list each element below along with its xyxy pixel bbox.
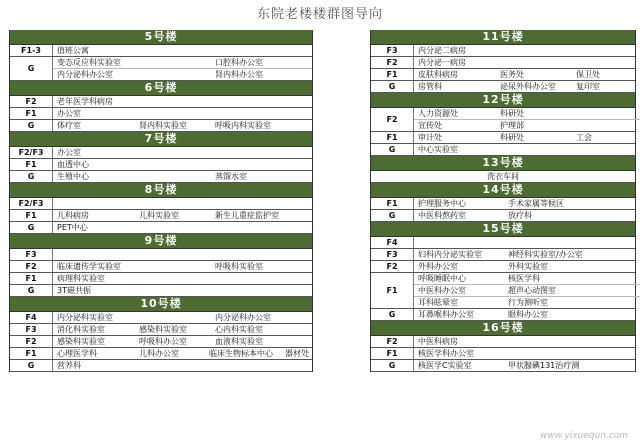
department-name: 内分泌一病房 [418, 58, 466, 67]
department-line [414, 144, 640, 155]
department-line [414, 132, 640, 143]
department-line [53, 96, 312, 107]
floor-label: F1 [10, 108, 53, 119]
department-name: 核医学C实验室 [418, 361, 472, 370]
department-name: 耳鼻喉科办公室 [418, 310, 474, 319]
floor-label: F2 [10, 261, 53, 272]
floor-label: F3 [371, 45, 414, 56]
department-name: 心内科实验室 [215, 325, 263, 334]
department-name: 蒸馏水室 [215, 172, 247, 181]
department-name: 内分泌科实验室 [57, 313, 113, 322]
floor-label: G [10, 360, 53, 371]
floor-label: F1 [10, 273, 53, 284]
floor-row [371, 81, 635, 93]
department-line [53, 57, 312, 68]
floor-label: F3 [10, 324, 53, 335]
floor-row [10, 285, 312, 297]
floor-row [10, 249, 312, 261]
department-line [53, 68, 312, 80]
floor-row [371, 273, 635, 309]
floor-label: F1-3 [10, 45, 53, 56]
department-name: 科研处 [500, 133, 524, 142]
department-name: 科研处 [500, 109, 524, 118]
department-name: 中心实验室 [418, 145, 458, 154]
department-line [53, 147, 312, 158]
department-name: 核医学科 [508, 274, 540, 283]
department-name: 审计处 [418, 133, 442, 142]
floor-row [10, 96, 312, 108]
department-name: 心理医学科 [57, 349, 97, 358]
floor-row [371, 210, 635, 222]
department-name: 耳科眩晕室 [418, 298, 458, 307]
department-name: 甲状腺碘131治疗测 [508, 361, 580, 370]
department-line [414, 108, 640, 119]
department-name: 复印室 [576, 82, 600, 91]
department-line [53, 336, 312, 347]
department-name: 办公室 [57, 109, 81, 118]
floor-label: G [371, 309, 414, 320]
department-line [53, 198, 312, 209]
floor-row [10, 210, 312, 222]
department-line [414, 81, 640, 92]
floor-row [10, 45, 312, 57]
department-line [414, 69, 640, 80]
department-name: 中医科熬药室 [418, 211, 466, 220]
department-name: 呼吸科办公室 [139, 337, 187, 346]
department-name: 超声心动图室 [508, 286, 556, 295]
floor-label: F2 [10, 96, 53, 107]
floor-label: F2 [371, 261, 414, 272]
floor-label: G [371, 81, 414, 92]
department-line [414, 348, 640, 359]
department-name: 核医学科办公室 [418, 349, 474, 358]
department-line [53, 249, 312, 260]
floor-row [371, 237, 635, 249]
department-name [57, 249, 307, 260]
department-line [53, 285, 312, 296]
department-line [414, 296, 640, 308]
department-name: 外科实验室 [508, 262, 548, 271]
department-name: 感染科实验室 [139, 325, 187, 334]
building-header: 13号楼 [371, 156, 635, 171]
department-name: 人力资源处 [418, 109, 458, 118]
floor-label: F4 [10, 312, 53, 323]
building-header: 12号楼 [371, 93, 635, 108]
floor-label: G [10, 57, 53, 80]
building-header: 14号楼 [371, 183, 635, 198]
building-header: 7号楼 [10, 132, 312, 147]
department-name: 神经科实验室/办公室 [508, 250, 583, 259]
right-building-column [370, 30, 636, 372]
floor-label: G [371, 144, 414, 155]
building-header: 8号楼 [10, 183, 312, 198]
floor-row [371, 132, 635, 144]
floor-row [371, 69, 635, 81]
floor-label: G [10, 285, 53, 296]
department-name: 内分泌二病房 [418, 46, 466, 55]
floor-label: F3 [371, 249, 414, 260]
department-name: 妇科内分泌实验室 [418, 250, 482, 259]
department-line [53, 273, 312, 284]
department-name: 血透中心 [57, 160, 89, 169]
department-name: 病理科实验室 [57, 274, 105, 283]
floor-row [371, 45, 635, 57]
floor-row [371, 360, 635, 372]
floor-label: F2 [10, 336, 53, 347]
department-name: 宣传处 [418, 121, 442, 130]
department-line [414, 45, 640, 56]
department-line [53, 324, 312, 335]
department-line [414, 237, 640, 248]
building-header: 16号楼 [371, 321, 635, 336]
floor-row [371, 261, 635, 273]
department-line [53, 210, 312, 221]
department-name: 护理服务中心 [418, 199, 466, 208]
floor-label: F2 [371, 108, 414, 131]
department-name [139, 57, 215, 68]
department-name: 放疗科 [508, 211, 532, 220]
floor-row [371, 108, 635, 132]
department-line [414, 57, 640, 68]
department-line [371, 171, 635, 182]
floor-row [10, 171, 312, 183]
department-line [414, 119, 640, 131]
page-title: 东院老楼楼群图导向 [256, 7, 383, 22]
floor-label: G [10, 222, 53, 233]
department-name: 3T磁共振 [57, 286, 91, 295]
watermark: www.yixuequn.com [540, 431, 628, 441]
floor-label: F2 [371, 336, 414, 347]
department-name: 临床生物标本中心 [209, 349, 273, 358]
department-name: 工会 [576, 133, 592, 142]
department-name: 内分泌科办公室 [215, 313, 271, 322]
department-name: 肾内科办公室 [215, 70, 263, 79]
department-name: 儿科办公室 [139, 349, 179, 358]
department-name: 洗衣车间 [487, 172, 519, 181]
floor-row [10, 159, 312, 171]
floor-label: F1 [10, 348, 53, 359]
department-name: 泌尿外科办公室 [500, 82, 556, 91]
floor-row [10, 147, 312, 159]
floor-label: G [371, 210, 414, 221]
department-name: 手术家属等候区 [508, 199, 564, 208]
floor-row [371, 171, 635, 183]
department-line [53, 120, 312, 131]
department-name [418, 237, 640, 248]
department-name: 消化科实验室 [57, 325, 105, 334]
department-line [414, 336, 640, 347]
department-name [139, 69, 215, 80]
department-name: 老年医学科病房 [57, 97, 113, 106]
building-header: 11号楼 [371, 30, 635, 45]
floor-row [371, 336, 635, 348]
department-line [414, 360, 640, 371]
department-line [414, 261, 640, 272]
department-name [139, 261, 215, 272]
building-header: 5号楼 [10, 30, 312, 45]
department-name: PET中心 [57, 223, 88, 232]
department-name: 呼吸内科实验室 [215, 121, 271, 130]
department-name [576, 120, 640, 131]
floor-row [10, 198, 312, 210]
floor-label: F1 [371, 273, 414, 308]
department-name: 护理部 [500, 121, 524, 130]
floor-row [371, 57, 635, 69]
floor-row [10, 348, 312, 360]
floor-label: G [371, 360, 414, 371]
department-name: 中医科办公室 [418, 286, 466, 295]
department-name: 变态反应科实验室 [57, 58, 121, 67]
department-name: 中医科病房 [418, 337, 458, 346]
floor-row [10, 273, 312, 285]
floor-label: F4 [371, 237, 414, 248]
department-line [414, 284, 640, 296]
floor-row [10, 57, 312, 81]
department-name: 新生儿重症监护室 [215, 211, 279, 220]
floor-label: F1 [371, 69, 414, 80]
department-name: 呼吸科实验室 [215, 262, 263, 271]
floor-row [371, 144, 635, 156]
department-name: 临床遗传学实验室 [57, 262, 121, 271]
department-name: 呼吸睡眠中心 [418, 274, 466, 283]
department-name: 生殖中心 [57, 172, 89, 181]
building-header: 10号楼 [10, 297, 312, 312]
floor-row [10, 222, 312, 234]
floor-label: F2/F3 [10, 147, 53, 158]
building-header: 9号楼 [10, 234, 312, 249]
floor-row [10, 108, 312, 120]
floor-label: F1 [10, 210, 53, 221]
department-name: 口腔科办公室 [215, 58, 263, 67]
floor-label: F2 [371, 57, 414, 68]
department-line [53, 348, 325, 359]
department-name [57, 198, 307, 209]
floor-row [10, 312, 312, 324]
building-header: 15号楼 [371, 222, 635, 237]
department-name: 体疗室 [57, 121, 81, 130]
floor-row [10, 360, 312, 372]
floor-row [10, 120, 312, 132]
department-name: 内分泌科办公室 [57, 70, 113, 79]
floor-label: F3 [10, 249, 53, 260]
department-name [139, 171, 215, 182]
department-line [53, 159, 312, 170]
department-name: 感染科实验室 [57, 337, 105, 346]
floor-label: G [10, 120, 53, 131]
department-line [53, 108, 312, 119]
department-line [414, 249, 640, 260]
floor-row [10, 336, 312, 348]
floor-row [10, 261, 312, 273]
department-name: 皮肤科病房 [418, 70, 458, 79]
department-name: 儿科实验室 [139, 211, 179, 220]
department-name [139, 312, 215, 323]
floor-label: F1 [371, 198, 414, 209]
floor-label: F1 [10, 159, 53, 170]
department-name: 器材处 [285, 349, 309, 358]
floor-row [10, 324, 312, 336]
department-line [53, 171, 312, 182]
department-name [576, 108, 640, 119]
floor-label: F1 [371, 132, 414, 143]
department-name: 医务处 [500, 70, 524, 79]
department-name: 营养科 [57, 361, 81, 370]
building-header: 6号楼 [10, 81, 312, 96]
floor-row [371, 249, 635, 261]
department-name: 行为测听室 [508, 298, 548, 307]
department-line [414, 198, 640, 209]
department-name: 肾内科实验室 [139, 121, 187, 130]
floor-label: G [10, 171, 53, 182]
department-name: 眼科办公室 [508, 310, 548, 319]
floor-row [371, 309, 635, 321]
floor-label: F2/F3 [10, 198, 53, 209]
department-line [414, 309, 640, 320]
floor-row [371, 348, 635, 360]
department-name: 办公室 [57, 148, 81, 157]
floor-label: F1 [371, 348, 414, 359]
department-name: 血液科实验室 [215, 337, 263, 346]
department-name: 保卫处 [576, 70, 600, 79]
department-name: 外科办公室 [418, 262, 458, 271]
department-line [53, 45, 312, 56]
department-line [53, 360, 312, 371]
department-line [53, 261, 312, 272]
department-line [414, 273, 640, 284]
department-line [414, 210, 640, 221]
floor-row [371, 198, 635, 210]
department-name: 房管科 [418, 82, 442, 91]
department-name: 儿科病房 [57, 211, 89, 220]
left-building-column [9, 30, 313, 372]
department-name: 值班公寓 [57, 46, 89, 55]
department-line [53, 222, 312, 233]
department-line [53, 312, 312, 323]
